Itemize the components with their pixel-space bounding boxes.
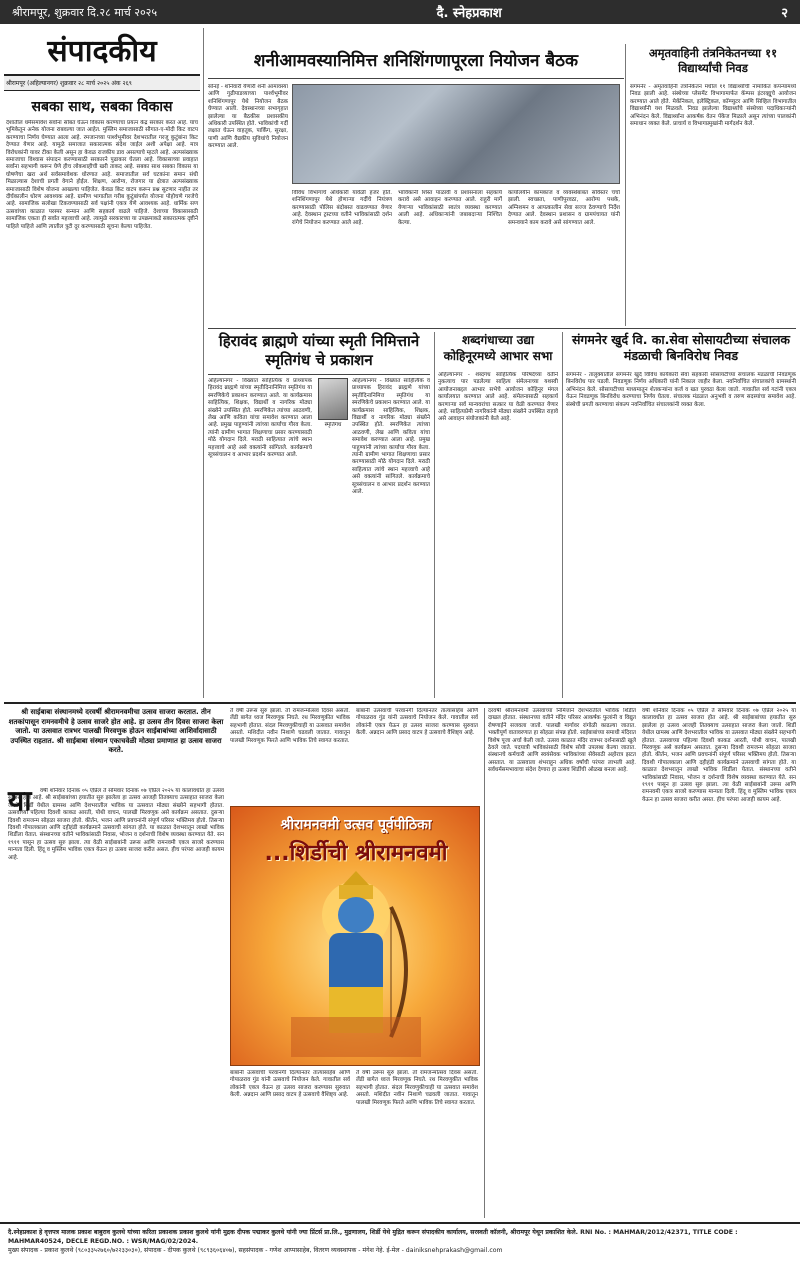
feature-col5: वर्षी शनिवार दिनांक ०५ एप्रिल ते सोमवार दिनांक ०७ एप्रिल २०२५ या कालावधीत हा उत्सव साजरा होत आहे. श्री साईबाबांच्या हयातीत सुरु झालेला हा उत्सव आजही तितक्याच उत्साहात साजरा केला जातो. शिर्डी येथील ग्रामस्थ आणि देशभरातील भाविक या उत्सवात मोठ्या संख्येने सहभागी होतात. उत्सवाच्या पहिल्या दिवशी काकड आरती, पोथी वाचन, पालखी मिरवणूक असे कार्यक्रम असतात. दुसऱ्या दिवशी रामजन्म सोहळा साजरा होतो. कीर्तन, भजन आणि प्रवचनांनी संपूर्ण परिसर भक्तिमय होतो. तिसऱ्या दिवशी गोपालकाला आणि दहीहंडी कार्यक्रमाने उत्सवाची सांगता होते. या काळात देशभरातून लाखो भाविक शिर्डीला येतात. संस्थानच्या वतीने भाविकांसाठी निवास, भोजन व दर्शनाची विशेष व्यवस्था करण्यात येते. सन १९११ पासून हा उत्सव सुरु झाला. त्या वेळी साईबाबांनी उरूस आणि रामनवमी एकत्र साजरे करण्यास मान्यता दिली. हिंदू व मुस्लिम भाविक एकत्र येऊन हा उत्सव साजरा करीत असत. हीच परंपरा आजही कायम आहे. <box>642 708 796 803</box>
story1-rule <box>208 78 624 79</box>
story3-col1: अहिल्यानगर - विख्यात साहित्यिक व प्राध्यापक हिरावंद ब्राह्मणे यांच्या स्मृतीदिनानिमित्त स्मृतिगंध या स्मरणिकेचे प्रकाशन करण्यात आले. या कार्यक्रमास साहित्यिक, शिक्षक, विद्यार्थी व नागरिक मोठ्या संख्येने उपस्थित होते. स्मरणिकेत त्यांच्या आठवणी, लेख आणि कविता यांचा समावेश करण्यात आला आहे. प्रमुख पाहुण्यांनी त्यांच्या कार्याचा गौरव केला. त्यांनी ग्रामीण भागात शिक्षणाचा प्रसार करण्यासाठी मोठे योगदान दिले. मराठी साहित्यात त्यांचे स्थान महत्त्वाचे आहे असे वक्त्यांनी सांगितले. कार्यक्रमाचे सूत्रसंचालन व आभार प्रदर्शन करण्यात आले. <box>208 378 312 459</box>
page-header-bar <box>0 0 800 24</box>
story3-headline: हिरावंद ब्राह्मणे यांच्या स्मृती निमित्ताने स्मृतिगंध चे प्रकाशन <box>218 332 420 369</box>
header-paper-name: दै. स्नेहप्रकाश <box>436 6 502 21</box>
story3-rule <box>208 374 430 375</box>
ramnavami-banner <box>230 806 480 1066</box>
header-page-number: २ <box>781 6 788 21</box>
story5-headline: संगमनेर खुर्द वि. का.सेवा सोसायटीच्या संचालक मंडळाची बिनविरोध निवड <box>571 332 791 363</box>
imprint-footer <box>0 1222 800 1274</box>
feature-col3c: ते वर्षी उरूस सुरु झाला. तो रामजन्मोत्सव दिवस असतो. लेंडी बागेत ध्वज मिरवणूक निघते. रथ मिरवणुकीत भाविक सहभागी होतात. संदल मिरवणुकीचाही या उत्सवात समावेश असतो. मशिदीत नवीन निशाणे चढवली जातात. गावातून पालखी मिरवणूक फिरते आणि भाविक तिचे स्वागत करतात. <box>356 1070 478 1106</box>
story3-col2 <box>352 378 430 696</box>
story1-col4: कार्यालयीन कामकाज व व्यवस्थेबाबत सविस्तर चर्चा झाली. स्वच्छता, पाणीपुरवठा, आरोग्य पथके, अग्निशमन व आपत्कालीन सेवा सज्ज ठेवण्याचे निर्देश देण्यात आले. देवस्थान प्रशासन व ग्रामपंचायत यांनी समन्वयाने काम करावे असे सांगण्यात आले. <box>508 190 620 226</box>
feature-col1: वर्षी शनिवार दिनांक ०५ एप्रिल ते सोमवार दिनांक ०७ एप्रिल २०२५ या कालावधीत हा उत्सव साजरा होत आहे. श्री साईबाबांच्या हयातीत सुरु झालेला हा उत्सव आजही तितक्याच उत्साहात साजरा केला जातो. शिर्डी येथील ग्रामस्थ आणि देशभरातील भाविक या उत्सवात मोठ्या संख्येने सहभागी होतात. उत्सवाच्या पहिल्या दिवशी काकड आरती, पोथी वाचन, पालखी मिरवणूक असे कार्यक्रम असतात. दुसऱ्या दिवशी रामजन्म सोहळा साजरा होतो. कीर्तन, भजन आणि प्रवचनांनी संपूर्ण परिसर भक्तिमय होतो. तिसऱ्या दिवशी गोपालकाला आणि दहीहंडी कार्यक्रमाने उत्सवाची सांगता होते. या काळात देशभरातून लाखो भाविक शिर्डीला येतात. संस्थानच्या वतीने भाविकांसाठी निवास, भोजन व दर्शनाची विशेष व्यवस्था करण्यात येते. सन १९११ पासून हा उत्सव सुरु झाला. त्या वेळी साईबाबांनी उरूस आणि रामनवमी एकत्र साजरे करण्यास मान्यता दिली. हिंदू व मुस्लिम भाविक एकत्र येऊन हा उत्सव साजरा करीत असत. हीच परंपरा आजही कायम आहे. <box>8 788 224 861</box>
story1-headline: शनीआमवस्यानिमित्त शनिशिंगणापूरला नियोजन बैठक <box>253 51 579 71</box>
column-divider <box>434 332 435 698</box>
feature-col3b: बाबांनी उत्सवाची परवानगी दिल्यानंतर तात्यासाहेब आणि गोपाळराव गुंड यांनी उत्सवाचे नियोजन केले. गावातील सर्व लोकांनी एकत्र येऊन हा उत्सव साजरा करण्यास सुरुवात केली. अन्नदान आणि प्रसाद वाटप हे उत्सवाचे वैशिष्ट्य आहे. <box>230 1070 350 1099</box>
editorial-masthead: संपादकीय <box>4 28 200 76</box>
editorial-body: देशातील धर्मसमावेश सर्वांना सोबत घेऊन विकास करण्याचा प्रयत्न केंद्र सरकार करत आहे. याच भूमिकेतून अनेक योजना राबवल्या जात आहेत. मुस्लिम समाजासाठी सौगात-ए-मोदी किट वाटप करण्याचा निर्णय घेण्यात आला आहे. रमजानच्या पार्श्वभूमीवर देशभरातील गरजू कुटुंबांना किट देण्यात येणार आहे. यामुळे समाजात सकारात्मक संदेश जाईल अशी अपेक्षा आहे. मात्र विरोधकांनी यावर टीका केली असून हा केवळ राजकीय डाव असल्याचे म्हटले आहे. अल्पसंख्याक समाजाचा विश्वास संपादन करण्यासाठी सरकारने पुढाकार घेतला आहे. विकासाच्या प्रवाहात सर्वांना सहभागी करून घेणे हीच लोकशाहीची खरी ताकद आहे. सबका साथ सबका विकास या घोषणेचा खरा अर्थ सर्वसमावेशक धोरणात आहे. समाजातील सर्व घटकांना समान संधी मिळाल्यास देशाची प्रगती वेगाने होईल. शिक्षण, आरोग्य, रोजगार या क्षेत्रात अल्पसंख्याक समाजासाठी विशेष योजना आखल्या पाहिजेत. केवळ किट वाटप करून प्रश्न सुटणार नाहीत तर दीर्घकालीन धोरण आवश्यक आहे. ग्रामीण भागातील गरीब कुटुंबांपर्यंत योजना पोहोचणे गरजेचे आहे. सामाजिक सलोखा टिकवण्यासाठी सर्व पक्षांनी एकत्र येणे आवश्यक आहे. धार्मिक सण उत्सवांच्या काळात परस्पर सन्मान आणि सहकार्य वाढले पाहिजे. देशाच्या विकासासाठी सामाजिक एकता ही सर्वात महत्त्वाची आहे. त्यामुळे सरकारच्या या उपक्रमाकडे सकारात्मक दृष्टीने पाहिले पाहिजे आणि त्यातील त्रुटी दूर करण्यासाठी सूचना केल्या पाहिजेत. <box>6 120 198 230</box>
story1-meeting-photo <box>292 84 620 184</box>
story5-body: संगमनेर - तालुक्यातील संगमनेर खुर्द विविध कार्यकारी सेवा सहकारी सोसायटीच्या संचालक मंडळाची निवडणूक बिनविरोध पार पडली. निवडणूक निर्णय अधिकारी यांनी निकाल जाहीर केला. नवनिर्वाचित संचालकांचे ग्रामस्थांनी अभिनंदन केले. सोसायटीच्या माध्यमातून शेतकऱ्यांना कर्ज व खत पुरवठा केला जातो. गावातील सर्व गटांनी एकत्र येऊन निवडणूक बिनविरोध करण्याचा निर्णय घेतला. संचालक मंडळात अनुभवी व तरुण सदस्यांचा समावेश आहे. संस्थेची प्रगती करण्याचा संकल्प नवनिर्वाचित संचालकांनी व्यक्त केला. <box>566 372 796 408</box>
feature-intro: श्री साईबाबा संस्थानमध्ये दरवर्षी श्रीरामनवमीचा उत्सव साजरा करतात. तीन शतकांपासून रामनवमीचे हे उत्सव साजरे होत आहे. हा उत्सव तीन दिवस साजरा केला जातो. या उत्सवात रात्रभर पालखी मिरवणुक होऊन साईबाबांच्या आशिर्वादासाठी उपस्थित राहतात. श्री साईबाबा संस्थान एकाचवेळी मोठ्या प्रमाणात हा उत्सव साजरा करते. <box>8 708 224 755</box>
feature-col2: ते वर्षी उरूस सुरु झाला. तो रामजन्मोत्सव दिवस असतो. लेंडी बागेत ध्वज मिरवणूक निघते. रथ मिरवणुकीत भाविक सहभागी होतात. संदल मिरवणुकीचाही या उत्सवात समावेश असतो. मशिदीत नवीन निशाणे चढवली जातात. गावातून पालखी मिरवणूक फिरते आणि भाविक तिचे स्वागत करतात. <box>230 708 350 744</box>
column-divider <box>484 708 485 1218</box>
story2-body: संगमनेर - अमृतवाहिनी तंत्रनिकेतन मधील ११ विद्यार्थ्यांची नामांकित कंपन्यांमध्ये निवड झाली आहे. संस्थेच्या प्लेसमेंट विभागामार्फत कॅम्पस इंटरव्ह्यूचे आयोजन करण्यात आले होते. मेकॅनिकल, इलेक्ट्रिकल, कॉम्प्युटर आणि सिव्हिल विभागातील विद्यार्थ्यांनी यश मिळवले. निवड झालेल्या विद्यार्थ्यांचे संस्थेच्या पदाधिकाऱ्यांनी अभिनंदन केले. विद्यार्थ्यांना आकर्षक वेतन पॅकेज मिळाले असून त्यांच्या पालकांनी समाधान व्यक्त केले. प्राचार्य व विभागप्रमुखांनी मार्गदर्शन केले. <box>630 84 796 128</box>
column-divider <box>562 332 563 698</box>
editorial-column <box>4 28 200 698</box>
editorial-dateline: श्रीरामपूर (अहिल्यानगर) शुक्रवार २८ मार्च २०२५ अंक २६९ <box>4 76 200 91</box>
banner-top-title: श्रीरामनवमी उत्सव पूर्वपीठिका <box>280 817 432 833</box>
feature-divider <box>4 702 796 704</box>
story1-col2: विविध विभागांचे अधिकारी यावेळी हजर होते. शनिशिंगणापूर येथे होणाऱ्या गर्दीचे नियंत्रण करण्यासाठी पोलिस बंदोबस्त वाढवण्यात येणार आहे. देवस्थान ट्रस्टच्या वतीने भाविकांसाठी दर्शन रांगेचे नियोजन करण्यात आले आहे. <box>292 190 392 226</box>
story3-photo-caption: स्मृतिगंध <box>324 422 342 428</box>
story1-col1: सोनई - शनिवारी येणारी शनी आमावस्या आणि गुढीपाडव्याच्या पार्श्वभूमीवर शनिशिंगणापूर येथे नियोजन बैठक घेण्यात आली. देवस्थानच्या सभागृहात झालेल्या या बैठकीस प्रशासकीय अधिकारी उपस्थित होते. भाविकांची गर्दी लक्षात घेऊन वाहतूक, पार्किंग, सुरक्षा, पाणी आणि वैद्यकीय सुविधांचे नियोजन करण्यात आले. <box>208 84 288 150</box>
feature-dropcap: या <box>8 784 32 817</box>
email-address[interactable]: ई-मेल - dainiksnehprakash@gmail.com <box>386 1247 503 1254</box>
story2-headline: अमृतवाहिनी तंत्रनिकेतनच्या ११ विद्यार्थ्यांची निवड <box>648 46 778 75</box>
feature-col4: दरवर्षी श्रीरामनवमी उत्सवाच्या निमित्ताने देशभरातील भाविक शिर्डीत दाखल होतात. संस्थानच्या वतीने मंदिर परिसर आकर्षक फुलांनी व विद्युत रोषणाईने सजवला जातो. पालखी मार्गावर रांगोळी काढल्या जातात. भक्तीपूर्ण वातावरणात हा सोहळा संपन्न होतो. साईबाबांच्या समाधी मंदिरात विशेष पूजा अर्चा केली जाते. उत्सव काळात मंदिर रात्रभर दर्शनासाठी खुले ठेवले जाते. पदयात्री भाविकांसाठी विशेष सोयी उपलब्ध केल्या जातात. संस्थानचे कर्मचारी आणि स्वयंसेवक भाविकांच्या सेवेसाठी अहोरात्र झटत असतात. या उत्सवाला शंभराहून अधिक वर्षांची परंपरा लाभली आहे. सर्वधर्मसमभावाचा संदेश देणारा हा उत्सव शिर्डीची ओळख बनला आहे. <box>488 708 636 774</box>
story4-headline: शब्दगंधाच्या उद्या कोहिनूरमध्ये आभार सभा <box>443 333 553 363</box>
story3-col2-text: अहिल्यानगर - विख्यात साहित्यिक व प्राध्यापक हिरावंद ब्राह्मणे यांच्या स्मृतीदिनानिमित्त स्मृतिगंध या स्मरणिकेचे प्रकाशन करण्यात आले. या कार्यक्रमास साहित्यिक, शिक्षक, विद्यार्थी व नागरिक मोठ्या संख्येने उपस्थित होते. स्मरणिकेत त्यांच्या आठवणी, लेख आणि कविता यांचा समावेश करण्यात आला आहे. प्रमुख पाहुण्यांनी त्यांच्या कार्याचा गौरव केला. त्यांनी ग्रामीण भागात शिक्षणाचा प्रसार करण्यासाठी मोठे योगदान दिले. मराठी साहित्यात त्यांचे स्थान महत्त्वाचे आहे असे वक्त्यांनी सांगितले. कार्यक्रमाचे सूत्रसंचालन व आभार प्रदर्शन करण्यात आले. <box>352 378 430 496</box>
editor-contacts: मुख्य संपादक - प्रकाश कुलथे (९८०३३५२७६०/७२२३३०३०), संपादक - दीपक कुलथे (९८९३६०६४०७), सहसंपादक - गणेश आप्पासाहेब, वितरण व्यवस्थापक - मंगेश नेहे. <box>8 1247 385 1254</box>
story4-body: अहिल्यानगर - शब्दगंध साहित्यिक परिषदेच्या वतीने नुकत्याच पार पडलेल्या साहित्य संमेलनाच्या यशस्वी आयोजनाबद्दल आभार सभेचे आयोजन कोहिनूर मंगल कार्यालयात करण्यात आले आहे. संमेलनासाठी सहकार्य करणाऱ्या सर्व मान्यवरांचा सत्कार या वेळी करण्यात येणार आहे. साहित्यप्रेमी नागरिकांनी मोठ्या संख्येने उपस्थित राहावे असे आवाहन संयोजकांनी केले आहे. <box>438 372 558 423</box>
banner-main-title: ...शिर्डीची श्रीरामनवमी <box>264 841 448 866</box>
editorial-title: सबका साथ, सबका विकास <box>31 99 173 115</box>
contact-line <box>8 1246 792 1255</box>
smritigandh-cover-photo <box>318 378 348 420</box>
section-divider <box>208 328 796 329</box>
imprint-line: दै.स्नेहप्रकाश हे वृत्तपत्र मालक प्रकाश बाबुराव कुलथे यांच्या करिता प्रकाशक प्रकाश कुलथे यांनी मुद्रक दीपक पद्माकर कुलथे यांनी ज्या प्रिंटर्स प्रा.लि., मुद्रणालय, शिर्डी येथे मुद्रित करून संपादकीय कार्यालय, सरस्वती कॉलनी, श्रीरामपूर येथून प्रकाशित केले. RNI No. : MAHMAR/2012/42371, TITLE CODE : MAHMAR40524, DECLE REGD.NO. : WSR/MAG/02/2024. <box>8 1229 738 1245</box>
feature-col3: बाबांनी उत्सवाची परवानगी दिल्यानंतर तात्यासाहेब आणि गोपाळराव गुंड यांनी उत्सवाचे नियोजन केले. गावातील सर्व लोकांनी एकत्र येऊन हा उत्सव साजरा करण्यास सुरुवात केली. अन्नदान आणि प्रसाद वाटप हे उत्सवाचे वैशिष्ट्य आहे. <box>356 708 478 737</box>
column-divider <box>203 28 204 698</box>
column-divider <box>625 44 626 326</box>
lord-rama-illustration-icon <box>231 867 481 1067</box>
story1-col3: भाविकांनी शिस्त पाळावी व प्रशासनाला सहकार्य करावे असे आवाहन करण्यात आले. राहुरी मार्गे येणाऱ्या भाविकांसाठी स्वतंत्र व्यवस्था करण्यात आली आहे. अधिकाऱ्यांनी जबाबदाऱ्या निश्चित केल्या. <box>398 190 502 226</box>
header-date: श्रीरामपूर, शुक्रवार दि.२८ मार्च २०२५ <box>12 5 158 19</box>
